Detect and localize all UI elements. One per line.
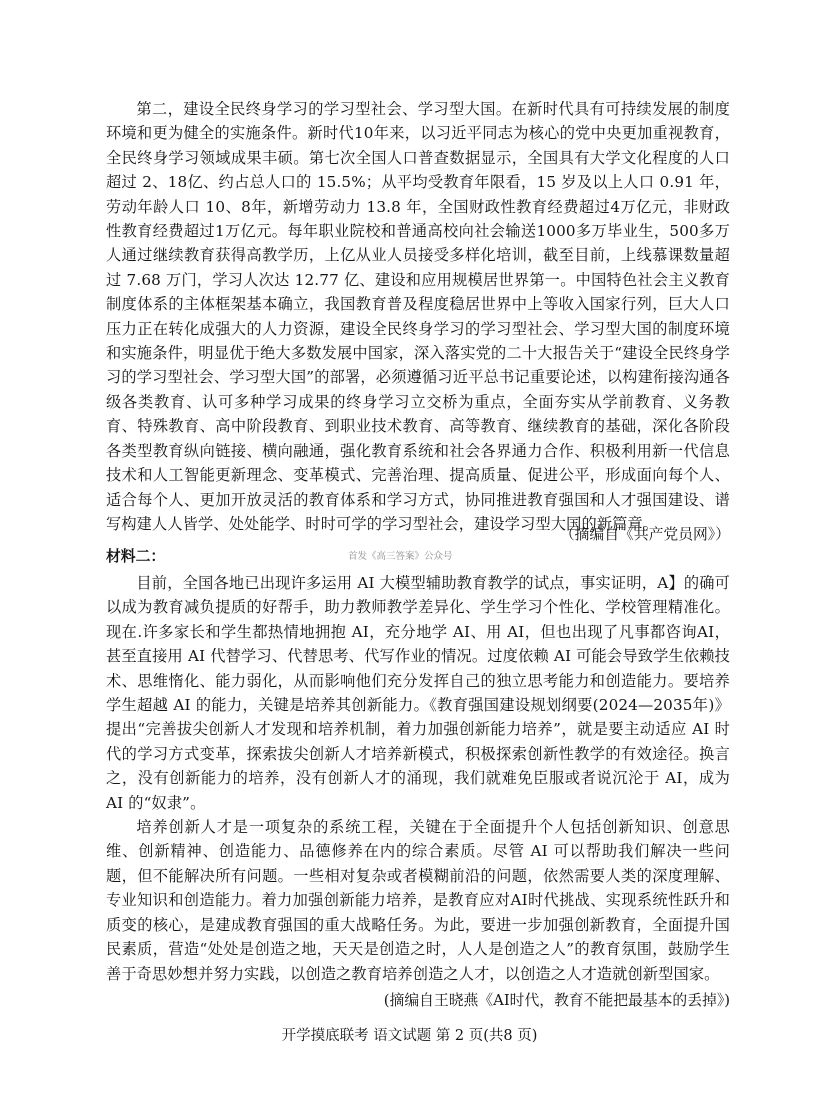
watermark: 首发《高三答案》公众号 (348, 551, 453, 562)
material-two-paragraph-1: 目前，全国各地已出现许多运用 AI 大模型辅助教育教学的试点，事实证明，A】的确可以成为教育减负提质的好帮手，助力教师教学差异化、学生学习个性化、学校管理精准化。现在.许多家长和学生都热情地拥抱 AI，充分地学 AI、用 AI，但也出现了凡事都咨询AI，甚至直接用 AI 代替学习、代替思考、代写作业的情况。过度依赖 AI 可能会导致学生依赖技术、思维惰化、能力弱化，从而影响他们充分发挥自己的独立思考能力和创造能力。要培养学生超越 AI 的能力，关键是培养其创新能力。《教育强国建设规划纲要(2024—2035年)》提出“完善拔尖创新人才发现和培养机制，着力加强创新能力培养”，就是要主动适应 AI 时代的学习方式变革，探索拔尖创新人才培养新模式，积极探索创新性教学的有效途径。换言之，没有创新能力的培养，没有创新人才的涌现，我们就难免臣服或者说沉沦于 AI，成为 AI 的“奴隶”。 (106, 574, 730, 812)
material-one-paragraph: 第二，建设全民终身学习的学习型社会、学习型大国。在新时代具有可持续发展的制度环境和更为健全的实施条件。新时代10年来，以习近平同志为核心的党中央更加重视教育，全民终身学习领域成果丰硕。第七次全国人口普查数据显示，全国具有大学文化程度的人口超过 2、18亿、约占总人口的 15.5%；从平均受教育年限看，15 岁及以上人口 0.91 年，劳动年龄人口 10、8年，新增劳动力 13.8 年，全国财政性教育经费超过4万亿元，非财政性教育经费超过1万亿元。每年职业院校和普通高校向社会输送1000多万毕业生，500多万人通过继续教育获得高教学历，上亿从业人员接受多样化培训，截至目前，上线慕课数量超过 7.68 万门，学习人次达 12.77 亿、建设和应用规模居世界第一。中国特色社会主义教育制度体系的主体框架基本确立，我国教育普及程度稳居世界中上等收入国家行列，巨大人口压力正在转化成强大的人力资源，建设全民终身学习的学习型社会、学习型大国的制度环境和实施条件，明显优于绝大多数发展中国家，深入落实党的二十大报告关于“建设全民终身学习的学习型社会、学习型大国”的部署，必须遵循习近平总书记重要论述，以构建衔接沟通各级各类教育、认可多种学习成果的终身学习立交桥为重点，全面夯实从学前教育、义务教育、特殊教育、高中阶段教育、到职业技术教育、高等教育、继续教育的基础，深化各阶段各类型教育纵向链接、横向融通，强化教育系统和社会各界通力合作、积极利用新一代信息技术和人工智能更新理念、变革模式、完善治理、提高质量、促进公平，形成面向每个人、适合每个人、更加开放灵活的教育体系和学习方式，协同推进教育强国和人才强国建设、谱写构建人人皆学、处处能学、时时可学的学习型社会，建设学习型大国的新篇章。 (106, 100, 730, 533)
page-footer: 开学摸底联考 语文试题 第 2 页(共8 页) (281, 1028, 538, 1044)
material-one-source: （摘编自《共产党员网》） (559, 526, 730, 543)
material-two-text (106, 571, 730, 986)
material-two-source: (摘编自王晓燕《AI时代，教育不能把最基本的丢掉》) (383, 992, 730, 1009)
material-one-text (106, 97, 730, 536)
material-two-label: 材料二： (106, 548, 166, 565)
material-two-paragraph-2: 培养创新人才是一项复杂的系统工程，关键在于全面提升个人包括创新知识、创意思维、创新精神、创造能力、品德修养在内的综合素质。尽管 AI 可以帮助我们解决一些问题，但不能解决所有问题。一些相对复杂或者模糊前沿的问题，依然需要人类的深度理解、专业知识和创造能力。着力加强创新能力培养，是教育应对AI时代挑战、实现系统性跃升和质变的核心，是建成教育强国的重大战略任务。为此，要进一步加强创新教育，全面提升国民素质，营造“处处是创造之地，天天是创造之时，人人是创造之人”的教育氛围，鼓励学生善于奇思妙想并努力实践，以创造之教育培养创造之人才，以创造之人才造就创新型国家。 (106, 818, 730, 983)
